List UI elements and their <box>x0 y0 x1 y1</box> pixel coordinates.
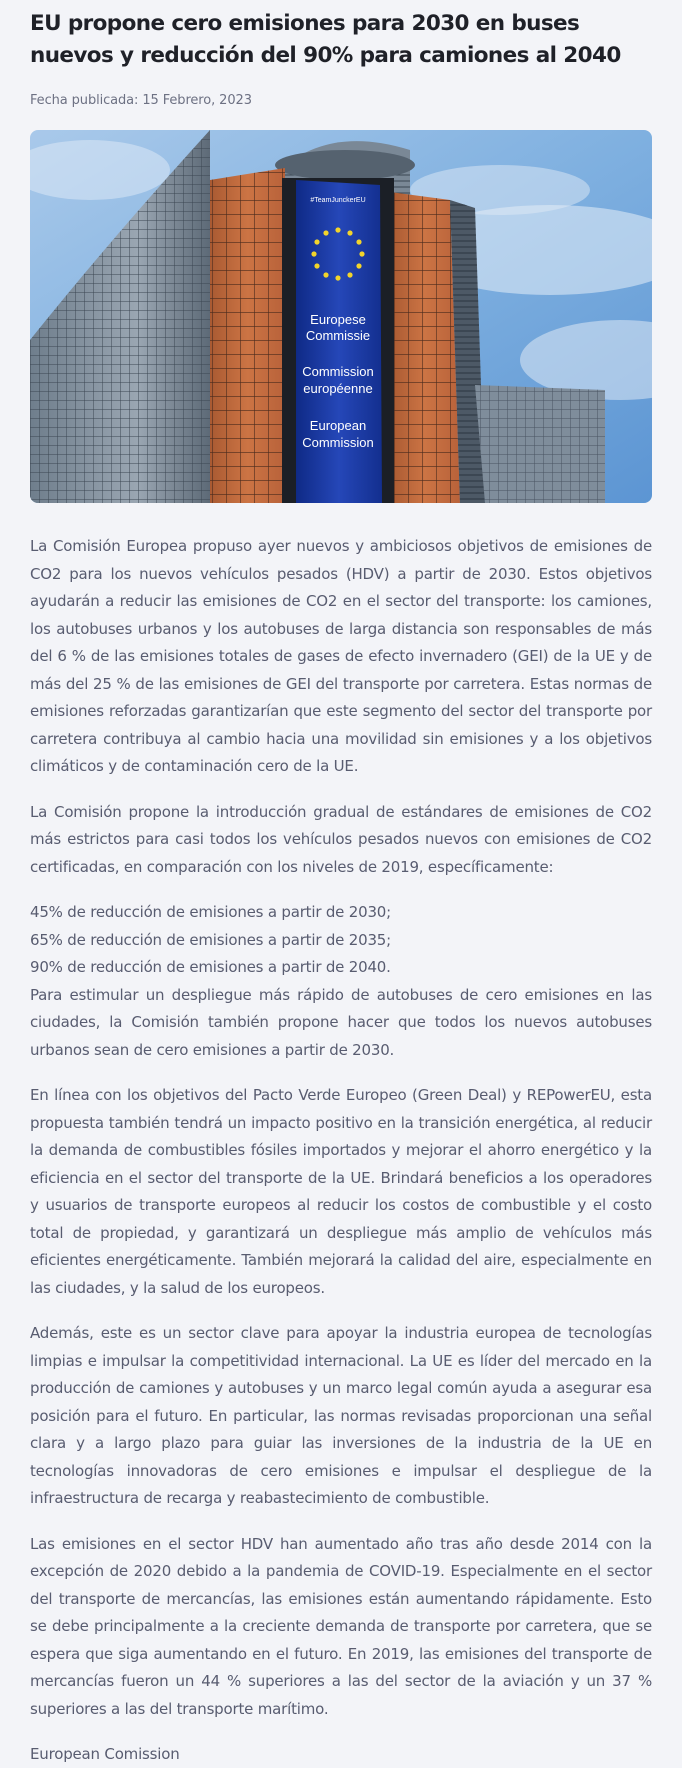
berlaymont-photo <box>30 130 652 503</box>
paragraph-3: Para estimular un despliegue más rápido de autobuses de cero emisiones en las ciudades, la Comisión también propone hacer que todos los nuevos autobuses urbanos sean de cero emisiones a partir de 2030. <box>30 985 652 1059</box>
article-body <box>30 533 652 1768</box>
paragraph-6: Las emisiones en el sector HDV han aumentado año tras año desde 2014 con la excepción de 2020 debido a la pandemia de COVID-19. Especialmente en el sector del transporte de mercancías, las emisiones están aumentando rápidamente. Esto se debe principalmente a la creciente demanda de transporte por carretera, que se espera que siga aumentando en el futuro. En 2019, las emisiones del transporte de mercancías fueron un 44 % superiores a las del sector de la aviación y un 37 % superiores a las del transporte marítimo. <box>30 1534 652 1718</box>
paragraph-2: La Comisión propone la introducción gradual de estándares de emisiones de CO2 más estrictos para casi todos los vehículos pesados nuevos con emisiones de CO2 certificadas, en comparación con los niveles de 2019, específicamente: <box>30 802 652 876</box>
banner-line-5: European <box>309 418 367 433</box>
banner-line-2: Commissie <box>305 328 371 343</box>
paragraph-4: En línea con los objetivos del Pacto Verde Europeo (Green Deal) y REPowerEU, esta propuesta también tendrá un impacto positivo en la transición energética, al reducir la demanda de combustibles fósiles importados y mejorar el ahorro energético y la eficiencia en el sector del transporte de la UE. Brindará beneficios a los operadores y usuarios de transporte europeos al reducir los costos de combustible y el costo total de propiedad, y garantizará un despliegue más amplio de vehículos más eficientes energéticamente. También mejorará la calidad del aire, especialmente en las ciudades, y la salud de los europeos. <box>30 1086 652 1297</box>
banner-line-4: européenne <box>303 381 373 396</box>
reduction-list <box>30 899 652 982</box>
paragraph-1: La Comisión Europea propuso ayer nuevos y ambiciosos objetivos de emisiones de CO2 para los nuevos vehículos pesados (HDV) a partir de 2030. Estos objetivos ayudarán a reducir las emisiones de CO2 en el sector del transporte: los camiones, los autobuses urbanos y los autobuses de larga distancia son responsables de más del 6 % de las emisiones totales de gases de efecto invernadero (GEI) de la UE y de más del 25 % de las emisiones de GEI del transporte por carretera. Estas normas de emisiones reforzadas garantizarían que este segmento del sector del transporte por carretera contribuya al cambio hacia una movilidad sin emisiones y a los objetivos climáticos y de contaminación cero de la UE. <box>30 537 652 775</box>
publish-date: Fecha publicada: 15 Febrero, 2023 <box>30 93 252 108</box>
paragraph-5: Además, este es un sector clave para apoyar la industria europea de tecnologías limpias e impulsar la competitividad internacional. La UE es líder del mercado en la producción de camiones y autobuses y un marco legal común ayuda a asegurar esa posición para el futuro. En particular, las normas revisadas proporcionan una señal clara y a largo plazo para guiar las inversiones de la industria de la UE en tecnologías innovadoras de cero emisiones e impulsar el despliegue de la infraestructura de recarga y reabastecimiento de combustible. <box>30 1324 652 1507</box>
banner-line-1: Europese <box>310 312 366 327</box>
list-item: 90% de reducción de emisiones a partir de 2040. <box>30 958 391 976</box>
hero-image <box>30 130 652 503</box>
signature: European Comission <box>30 1745 180 1763</box>
list-item: 45% de reducción de emisiones a partir de 2030; <box>30 903 392 921</box>
banner-line-6: Commission <box>302 435 374 450</box>
article-title: EU propone cero emisiones para 2030 en buses nuevos y reducción del 90% para camiones al 2040 <box>30 11 621 68</box>
banner-line-3: Commission <box>302 364 374 379</box>
banner-tag: #TeamJunckerEU <box>310 197 366 204</box>
list-item: 65% de reducción de emisiones a partir de 2035; <box>30 930 392 949</box>
